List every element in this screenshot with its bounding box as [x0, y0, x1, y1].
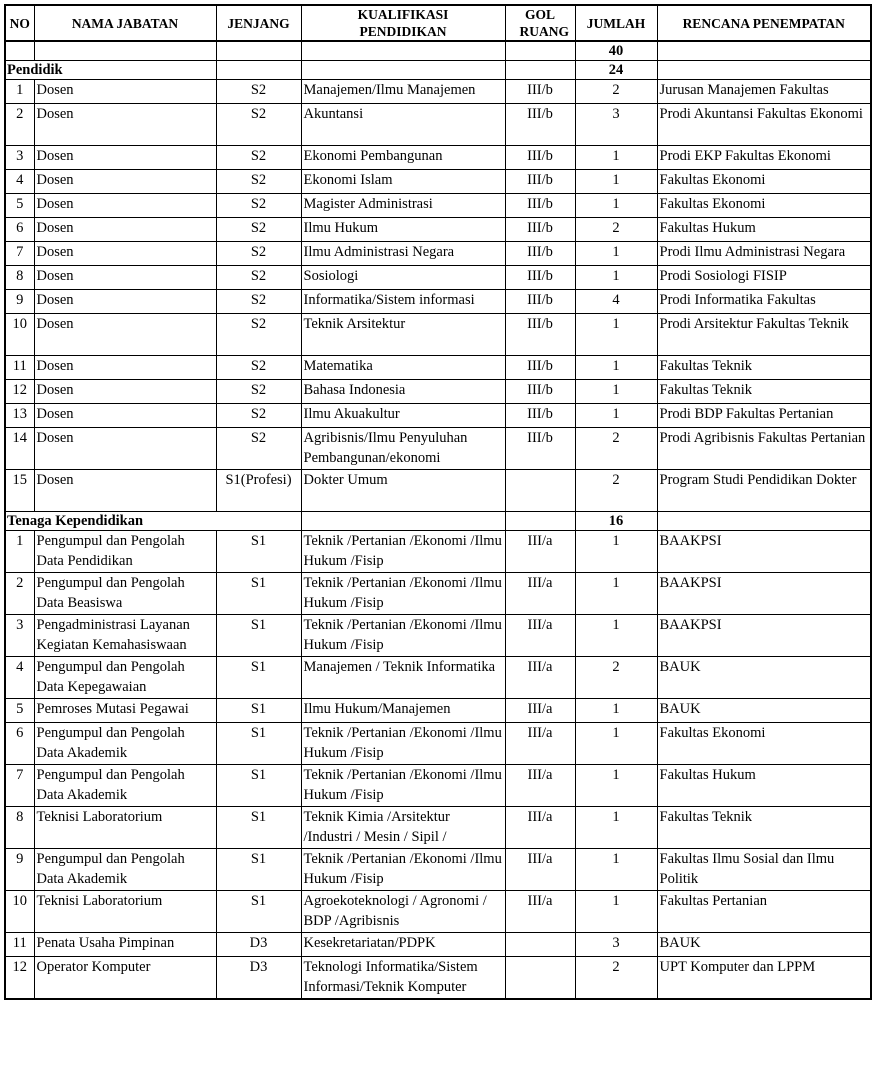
row-jenjang: S1	[216, 615, 301, 657]
row-kualifikasi: Ilmu Hukum	[301, 218, 505, 242]
row-nama-jabatan: Dosen	[34, 80, 216, 104]
row-no: 1	[5, 80, 34, 104]
row-rencana-penempatan: Fakultas Teknik	[657, 380, 871, 404]
row-kualifikasi: Teknik /Pertanian /Ekonomi /Ilmu Hukum /Fisip	[301, 615, 505, 657]
row-nama-jabatan: Dosen	[34, 194, 216, 218]
row-rencana-penempatan: Prodi Informatika Fakultas	[657, 290, 871, 314]
row-no: 3	[5, 146, 34, 170]
row-nama-jabatan: Dosen	[34, 428, 216, 470]
table-row	[5, 470, 871, 512]
row-nama-jabatan: Pengumpul dan Pengolah Data Akademik	[34, 723, 216, 765]
row-gol-ruang: III/a	[505, 699, 575, 723]
row-kualifikasi: Teknik Kimia /Arsitektur /Industri / Mesin / Sipil /	[301, 807, 505, 849]
row-jumlah: 3	[575, 104, 657, 146]
table-row	[5, 242, 871, 266]
row-jenjang: S2	[216, 314, 301, 356]
row-gol-ruang: III/b	[505, 428, 575, 470]
row-jenjang: S2	[216, 104, 301, 146]
row-no: 9	[5, 290, 34, 314]
row-kualifikasi: Teknologi Informatika/Sistem Informasi/Teknik Komputer	[301, 957, 505, 1000]
row-jumlah: 1	[575, 404, 657, 428]
header-kualifikasi: KUALIFIKASI PENDIDIKAN	[301, 5, 505, 41]
row-jumlah: 2	[575, 80, 657, 104]
row-no: 9	[5, 849, 34, 891]
row-nama-jabatan: Pengumpul dan Pengolah Data Beasiswa	[34, 573, 216, 615]
table-row	[5, 891, 871, 933]
row-no: 10	[5, 891, 34, 933]
document-page	[4, 4, 870, 1000]
row-nama-jabatan: Pengadministrasi Layanan Kegiatan Kemahasiswaan	[34, 615, 216, 657]
table-row	[5, 104, 871, 146]
row-rencana-penempatan: Fakultas Ekonomi	[657, 723, 871, 765]
table-row	[5, 849, 871, 891]
row-jumlah: 1	[575, 765, 657, 807]
header-jenjang: JENJANG	[216, 5, 301, 41]
row-no: 6	[5, 218, 34, 242]
row-rencana-penempatan: Prodi Ilmu Administrasi Negara	[657, 242, 871, 266]
row-gol-ruang: III/a	[505, 849, 575, 891]
row-rencana-penempatan: BAUK	[657, 699, 871, 723]
row-no: 2	[5, 104, 34, 146]
row-kualifikasi: Matematika	[301, 356, 505, 380]
row-kualifikasi: Bahasa Indonesia	[301, 380, 505, 404]
row-kualifikasi: Manajemen/Ilmu Manajemen	[301, 80, 505, 104]
row-jenjang: S1	[216, 531, 301, 573]
header-rencana-penempatan: RENCANA PENEMPATAN	[657, 5, 871, 41]
row-kualifikasi: Ilmu Administrasi Negara	[301, 242, 505, 266]
row-rencana-penempatan: Fakultas Ekonomi	[657, 194, 871, 218]
row-no: 7	[5, 765, 34, 807]
row-nama-jabatan: Penata Usaha Pimpinan	[34, 933, 216, 957]
section-pendidik-label: Pendidik	[5, 61, 216, 80]
table-row	[5, 146, 871, 170]
row-jumlah: 1	[575, 699, 657, 723]
row-jenjang: S2	[216, 266, 301, 290]
row-gol-ruang: III/b	[505, 104, 575, 146]
row-gol-ruang: III/a	[505, 573, 575, 615]
row-kualifikasi: Ilmu Hukum/Manajemen	[301, 699, 505, 723]
row-kualifikasi: Akuntansi	[301, 104, 505, 146]
row-nama-jabatan: Dosen	[34, 356, 216, 380]
row-nama-jabatan: Dosen	[34, 380, 216, 404]
row-no: 3	[5, 615, 34, 657]
row-nama-jabatan: Dosen	[34, 146, 216, 170]
row-jumlah: 1	[575, 807, 657, 849]
row-rencana-penempatan: BAAKPSI	[657, 531, 871, 573]
row-no: 13	[5, 404, 34, 428]
row-jenjang: S2	[216, 380, 301, 404]
row-no: 4	[5, 657, 34, 699]
row-nama-jabatan: Dosen	[34, 218, 216, 242]
row-rencana-penempatan: BAUK	[657, 933, 871, 957]
row-no: 15	[5, 470, 34, 512]
row-rencana-penempatan: Program Studi Pendidikan Dokter	[657, 470, 871, 512]
row-kualifikasi: Agribisnis/Ilmu Penyuluhan Pembangunan/ekonomi	[301, 428, 505, 470]
row-jumlah: 2	[575, 470, 657, 512]
row-no: 12	[5, 380, 34, 404]
table-row	[5, 218, 871, 242]
row-nama-jabatan: Dosen	[34, 242, 216, 266]
header-nama-jabatan: NAMA JABATAN	[34, 5, 216, 41]
row-gol-ruang	[505, 957, 575, 1000]
header-no: NO	[5, 5, 34, 41]
row-jenjang: S1(Profesi)	[216, 470, 301, 512]
total-jumlah: 40	[575, 41, 657, 61]
table-row	[5, 80, 871, 104]
row-jumlah: 1	[575, 723, 657, 765]
row-nama-jabatan: Pengumpul dan Pengolah Data Akademik	[34, 765, 216, 807]
row-rencana-penempatan: Prodi EKP Fakultas Ekonomi	[657, 146, 871, 170]
row-nama-jabatan: Pengumpul dan Pengolah Data Akademik	[34, 849, 216, 891]
row-no: 10	[5, 314, 34, 356]
row-kualifikasi: Teknik /Pertanian /Ekonomi /Ilmu Hukum /Fisip	[301, 723, 505, 765]
row-jenjang: S2	[216, 356, 301, 380]
row-jumlah: 1	[575, 314, 657, 356]
row-jumlah: 3	[575, 933, 657, 957]
row-kualifikasi: Teknik Arsitektur	[301, 314, 505, 356]
row-kualifikasi: Agroekoteknologi / Agronomi / BDP /Agribisnis	[301, 891, 505, 933]
table-row	[5, 404, 871, 428]
row-jenjang: S2	[216, 146, 301, 170]
table-row	[5, 957, 871, 1000]
section-pendidik-jumlah: 24	[575, 61, 657, 80]
row-no: 5	[5, 194, 34, 218]
row-jenjang: S1	[216, 699, 301, 723]
section-tenaga-label: Tenaga Kependidikan	[5, 512, 301, 531]
row-nama-jabatan: Teknisi Laboratorium	[34, 891, 216, 933]
row-jenjang: S2	[216, 290, 301, 314]
row-gol-ruang: III/b	[505, 146, 575, 170]
row-gol-ruang: III/a	[505, 807, 575, 849]
row-rencana-penempatan: Prodi Sosiologi FISIP	[657, 266, 871, 290]
row-jenjang: S1	[216, 657, 301, 699]
row-kualifikasi: Manajemen / Teknik Informatika	[301, 657, 505, 699]
row-rencana-penempatan: Prodi Akuntansi Fakultas Ekonomi	[657, 104, 871, 146]
row-jenjang: S2	[216, 170, 301, 194]
table-row	[5, 170, 871, 194]
table-header	[5, 5, 871, 41]
row-nama-jabatan: Dosen	[34, 314, 216, 356]
row-jumlah: 1	[575, 380, 657, 404]
table-row	[5, 699, 871, 723]
row-jenjang: S2	[216, 218, 301, 242]
row-rencana-penempatan: BAAKPSI	[657, 615, 871, 657]
row-gol-ruang	[505, 933, 575, 957]
row-nama-jabatan: Pemroses Mutasi Pegawai	[34, 699, 216, 723]
row-nama-jabatan: Dosen	[34, 266, 216, 290]
row-nama-jabatan: Teknisi Laboratorium	[34, 807, 216, 849]
row-kualifikasi: Ilmu Akuakultur	[301, 404, 505, 428]
row-kualifikasi: Dokter Umum	[301, 470, 505, 512]
row-jumlah: 1	[575, 242, 657, 266]
row-jumlah: 2	[575, 957, 657, 1000]
row-jenjang: S1	[216, 765, 301, 807]
row-no: 11	[5, 933, 34, 957]
row-kualifikasi: Teknik /Pertanian /Ekonomi /Ilmu Hukum /Fisip	[301, 573, 505, 615]
row-jumlah: 1	[575, 849, 657, 891]
row-kualifikasi: Teknik /Pertanian /Ekonomi /Ilmu Hukum /Fisip	[301, 531, 505, 573]
row-jumlah: 1	[575, 615, 657, 657]
row-no: 1	[5, 531, 34, 573]
row-kualifikasi: Teknik /Pertanian /Ekonomi /Ilmu Hukum /Fisip	[301, 849, 505, 891]
row-jumlah: 2	[575, 657, 657, 699]
row-rencana-penempatan: Prodi Agribisnis Fakultas Pertanian	[657, 428, 871, 470]
row-jenjang: S1	[216, 573, 301, 615]
row-jenjang: S2	[216, 404, 301, 428]
row-gol-ruang: III/b	[505, 404, 575, 428]
row-rencana-penempatan: Fakultas Teknik	[657, 356, 871, 380]
row-gol-ruang: III/a	[505, 531, 575, 573]
row-jenjang: S1	[216, 891, 301, 933]
row-jenjang: S2	[216, 242, 301, 266]
row-rencana-penempatan: Fakultas Hukum	[657, 218, 871, 242]
row-no: 6	[5, 723, 34, 765]
row-gol-ruang: III/a	[505, 723, 575, 765]
table-row	[5, 356, 871, 380]
row-no: 12	[5, 957, 34, 1000]
table-row	[5, 573, 871, 615]
table-row	[5, 194, 871, 218]
row-nama-jabatan: Dosen	[34, 404, 216, 428]
row-nama-jabatan: Dosen	[34, 170, 216, 194]
total-row	[5, 41, 871, 61]
row-gol-ruang: III/a	[505, 615, 575, 657]
header-gol-ruang: GOL RUANG	[505, 5, 575, 41]
row-jenjang: S1	[216, 807, 301, 849]
row-rencana-penempatan: UPT Komputer dan LPPM	[657, 957, 871, 1000]
row-jumlah: 1	[575, 573, 657, 615]
row-nama-jabatan: Dosen	[34, 104, 216, 146]
row-kualifikasi: Kesekretariatan/PDPK	[301, 933, 505, 957]
table-row	[5, 380, 871, 404]
row-jumlah: 1	[575, 194, 657, 218]
table-row	[5, 314, 871, 356]
table-row	[5, 657, 871, 699]
row-jumlah: 4	[575, 290, 657, 314]
row-gol-ruang: III/b	[505, 290, 575, 314]
row-jumlah: 1	[575, 891, 657, 933]
row-jumlah: 1	[575, 356, 657, 380]
row-rencana-penempatan: BAUK	[657, 657, 871, 699]
table-row	[5, 290, 871, 314]
row-rencana-penempatan: Fakultas Pertanian	[657, 891, 871, 933]
row-rencana-penempatan: Fakultas Hukum	[657, 765, 871, 807]
table-row	[5, 266, 871, 290]
row-no: 2	[5, 573, 34, 615]
section-tenaga-kependidikan	[5, 512, 871, 531]
row-no: 8	[5, 807, 34, 849]
header-jumlah: JUMLAH	[575, 5, 657, 41]
row-nama-jabatan: Pengumpul dan Pengolah Data Pendidikan	[34, 531, 216, 573]
row-gol-ruang: III/b	[505, 314, 575, 356]
section-pendidik	[5, 61, 871, 80]
row-rencana-penempatan: Jurusan Manajemen Fakultas	[657, 80, 871, 104]
row-jumlah: 1	[575, 170, 657, 194]
row-gol-ruang: III/b	[505, 218, 575, 242]
table-row	[5, 615, 871, 657]
row-jenjang: S2	[216, 428, 301, 470]
row-rencana-penempatan: Fakultas Ekonomi	[657, 170, 871, 194]
row-kualifikasi: Teknik /Pertanian /Ekonomi /Ilmu Hukum /Fisip	[301, 765, 505, 807]
row-gol-ruang	[505, 470, 575, 512]
row-kualifikasi: Ekonomi Islam	[301, 170, 505, 194]
row-rencana-penempatan: BAAKPSI	[657, 573, 871, 615]
row-kualifikasi: Ekonomi Pembangunan	[301, 146, 505, 170]
row-rencana-penempatan: Prodi Arsitektur Fakultas Teknik	[657, 314, 871, 356]
table-row	[5, 428, 871, 470]
row-rencana-penempatan: Prodi BDP Fakultas Pertanian	[657, 404, 871, 428]
table-row	[5, 765, 871, 807]
row-jenjang: D3	[216, 933, 301, 957]
section-tenaga-jumlah: 16	[575, 512, 657, 531]
row-gol-ruang: III/b	[505, 194, 575, 218]
table-row	[5, 807, 871, 849]
row-gol-ruang: III/b	[505, 80, 575, 104]
row-gol-ruang: III/b	[505, 380, 575, 404]
row-no: 8	[5, 266, 34, 290]
row-gol-ruang: III/a	[505, 891, 575, 933]
row-gol-ruang: III/a	[505, 765, 575, 807]
row-jumlah: 2	[575, 428, 657, 470]
row-no: 4	[5, 170, 34, 194]
row-gol-ruang: III/b	[505, 266, 575, 290]
row-jenjang: S2	[216, 80, 301, 104]
formasi-table	[4, 4, 872, 1000]
table-row	[5, 933, 871, 957]
row-nama-jabatan: Dosen	[34, 290, 216, 314]
row-jumlah: 1	[575, 266, 657, 290]
row-gol-ruang: III/b	[505, 170, 575, 194]
row-rencana-penempatan: Fakultas Ilmu Sosial dan Ilmu Politik	[657, 849, 871, 891]
row-jenjang: S1	[216, 849, 301, 891]
row-no: 11	[5, 356, 34, 380]
row-gol-ruang: III/b	[505, 356, 575, 380]
row-no: 5	[5, 699, 34, 723]
row-rencana-penempatan: Fakultas Teknik	[657, 807, 871, 849]
table-row	[5, 531, 871, 573]
row-no: 14	[5, 428, 34, 470]
row-kualifikasi: Magister Administrasi	[301, 194, 505, 218]
row-nama-jabatan: Operator Komputer	[34, 957, 216, 1000]
row-jumlah: 2	[575, 218, 657, 242]
row-gol-ruang: III/b	[505, 242, 575, 266]
row-jumlah: 1	[575, 146, 657, 170]
table-row	[5, 723, 871, 765]
row-kualifikasi: Sosiologi	[301, 266, 505, 290]
row-nama-jabatan: Dosen	[34, 470, 216, 512]
row-gol-ruang: III/a	[505, 657, 575, 699]
row-kualifikasi: Informatika/Sistem informasi	[301, 290, 505, 314]
row-nama-jabatan: Pengumpul dan Pengolah Data Kepegawaian	[34, 657, 216, 699]
row-jenjang: S2	[216, 194, 301, 218]
row-no: 7	[5, 242, 34, 266]
row-jumlah: 1	[575, 531, 657, 573]
row-jenjang: D3	[216, 957, 301, 1000]
row-jenjang: S1	[216, 723, 301, 765]
